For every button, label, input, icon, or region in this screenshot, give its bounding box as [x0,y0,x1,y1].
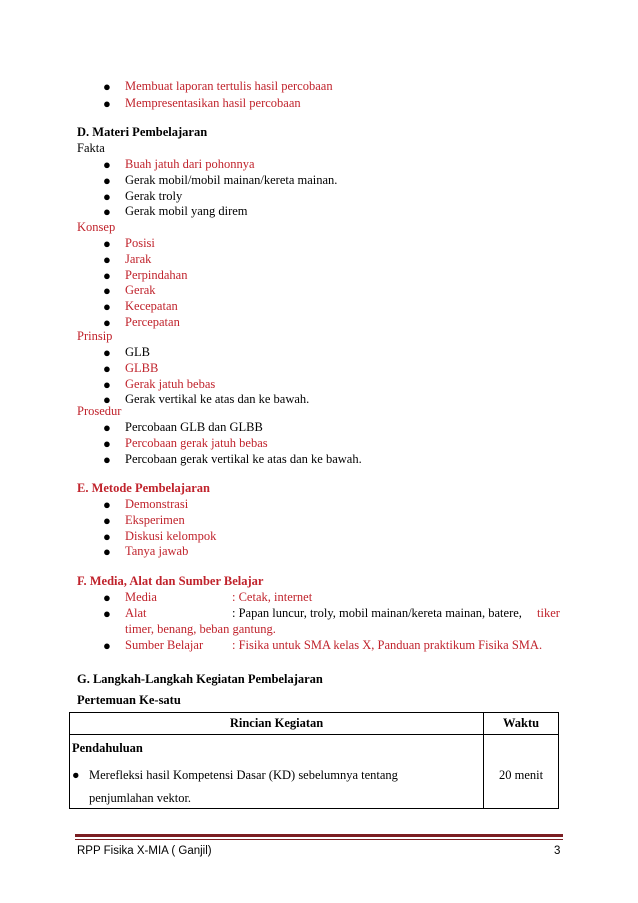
activity-cell [70,735,484,809]
footer-rule-thin [75,839,563,840]
bullet-icon: ● [103,96,111,111]
bullet-icon: ● [103,590,111,605]
list-item-text: Gerak troly [125,188,183,203]
list-item-text: Perpindahan [125,267,188,282]
bullet-icon: ● [103,236,111,251]
bullet-icon: ● [103,299,111,315]
bullet-icon: ● [103,435,111,451]
list-item-text: Gerak mobil yang direm [125,204,248,219]
list-item-text: Gerak jatuh bebas [125,376,216,391]
section-g-heading: G. Langkah-Langkah Kegiatan Pembelajaran [77,672,323,686]
bullet-icon: ● [103,79,111,94]
table-row [70,735,559,809]
bullet-icon: ● [103,451,111,467]
list-item-text: Gerak [125,283,156,298]
prinsip-label: Prinsip [77,329,113,343]
footer-rule [75,834,563,837]
list-item-text: Gerak vertikal ke atas dan ke bawah. [125,392,310,407]
list-item-text: GLBB [125,360,159,375]
prosedur-label: Prosedur [77,404,122,418]
list-item-text: Percobaan GLB dan GLBB [125,420,263,434]
bullet-icon: ● [103,392,111,408]
list-item-text: Kecepatan [125,299,178,314]
list-item-text: Demonstrasi [125,497,189,511]
bullet-icon: ● [103,376,111,392]
list-item-text: Eksperimen [125,512,185,527]
bullet-icon: ● [103,204,111,220]
column-header-time: Waktu [484,713,559,735]
list-item-text: Percepatan [125,315,180,329]
table-header-row [70,713,559,735]
list-item-text: Mempresentasikan hasil percobaan [125,96,301,110]
row-time: 20 menit [499,768,544,782]
bullet-icon: ● [103,345,111,360]
alat-value-line1: : Papan luncur, troly, mobil mainan/kereta mainan, batere, [232,606,522,620]
time-cell [484,735,559,809]
bullet-icon: ● [103,420,111,435]
fakta-label: Fakta [77,141,105,155]
bullet-icon: ● [103,638,111,653]
bullet-icon: ● [103,360,111,376]
section-d-heading: D. Materi Pembelajaran [77,125,208,139]
bullet-icon: ● [103,606,111,621]
section-f-heading: F. Media, Alat dan Sumber Belajar [77,574,264,588]
column-header-activity: Rincian Kegiatan [70,713,484,735]
page-number: 3 [554,845,561,857]
activity-table [69,712,559,809]
footer-title: RPP Fisika X-MIA ( Ganjil) [77,845,212,857]
list-item-text: Percobaan gerak jatuh bebas [125,435,268,450]
alat-value-line2: timer, benang, beban gantung. [125,622,276,636]
media-value: : Cetak, internet [232,590,313,604]
section-e-heading: E. Metode Pembelajaran [77,481,210,495]
row-bullet-line2: penjumlahan vektor. [89,791,192,805]
bullet-icon: ● [103,512,111,528]
bullet-icon: ● [103,251,111,267]
bullet-icon: ● [103,528,111,544]
list-item-text: Posisi [125,236,155,250]
list-item-text: Diskusi kelompok [125,528,217,543]
list-item-text: Buah jatuh dari pohonnya [125,157,255,171]
bullet-icon: ● [103,172,111,188]
list-item-text: Membuat laporan tertulis hasil percobaan [125,79,333,93]
bullet-icon: ● [103,267,111,283]
sumber-value: : Fisika untuk SMA kelas X, Panduan praktikum Fisika SMA. [232,638,543,652]
list-item-text: Jarak [125,251,152,266]
alat-label: Alat [125,606,147,620]
list-item-text: Tanya jawab [125,544,189,559]
alat-item [103,606,563,622]
row-title: Pendahuluan [72,741,143,755]
media-label: Media [125,590,157,604]
bullet-icon: ● [103,283,111,299]
list-item-text: Percobaan gerak vertikal ke atas dan ke bawah. [125,451,362,466]
bullet-icon: ● [72,768,80,782]
meeting-label: Pertemuan Ke-satu [77,693,181,707]
bullet-icon: ● [103,544,111,560]
list-item-text: Gerak mobil/mobil mainan/kereta mainan. [125,172,338,187]
konsep-label: Konsep [77,220,116,234]
list-item-text: GLB [125,345,150,359]
sumber-label: Sumber Belajar [125,638,204,652]
bullet-icon: ● [103,157,111,172]
bullet-icon: ● [103,188,111,204]
alat-value-tail: tiker [537,606,560,620]
row-bullet-line1: Merefleksi hasil Kompetensi Dasar (KD) sebelumnya tentang [89,768,398,782]
bullet-icon: ● [103,315,111,330]
bullet-icon: ● [103,497,111,512]
